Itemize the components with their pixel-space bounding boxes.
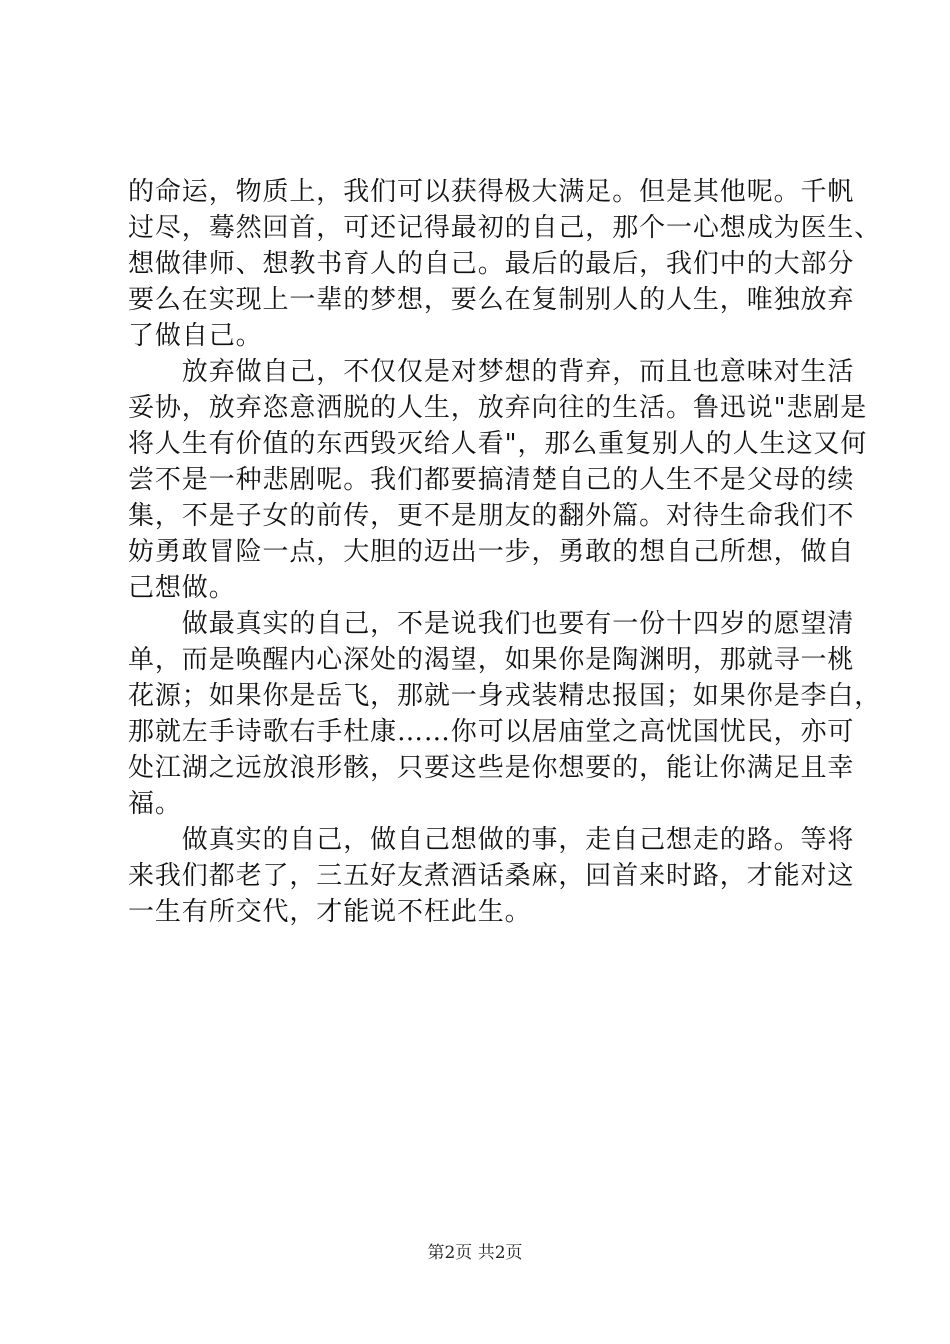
- text-line: 处江湖之远放浪形骸，只要这些是你想要的，能让你满足且幸: [128, 753, 855, 783]
- text-line: 将人生有价值的东西毁灭给人看"，那么重复别人的人生这又何: [128, 429, 868, 459]
- text-line: 己想做。: [128, 573, 236, 603]
- text-line: 妥协，放弃恣意洒脱的人生，放弃向往的生活。鲁迅说"悲剧是: [128, 393, 868, 423]
- text-line: 集，不是子女的前传，更不是朋友的翻外篇。对待生命我们不: [128, 501, 855, 531]
- text-line: 了做自己。: [128, 321, 263, 351]
- text-line: 花源；如果你是岳飞，那就一身戎装精忠报国；如果你是李白，: [128, 681, 882, 711]
- text-line: 放弃做自己，不仅仅是对梦想的背弃，而且也意味对生活: [128, 357, 855, 387]
- page-number: 第2页 共2页: [427, 1243, 523, 1263]
- text-line: 那就左手诗歌右手杜康……你可以居庙堂之高忧国忧民，亦可: [128, 717, 855, 747]
- text-line: 的命运，物质上，我们可以获得极大满足。但是其他呢。千帆: [128, 177, 855, 207]
- text-line: 单，而是唤醒内心深处的渴望，如果你是陶渊明，那就寻一桃: [128, 645, 855, 675]
- text-line: 做最真实的自己，不是说我们也要有一份十四岁的愿望清: [128, 609, 855, 639]
- body-text: [128, 174, 882, 930]
- text-line: 妨勇敢冒险一点，大胆的迈出一步，勇敢的想自己所想，做自: [128, 537, 855, 567]
- text-line: 尝不是一种悲剧呢。我们都要搞清楚自己的人生不是父母的续: [128, 465, 855, 495]
- page-footer: [0, 1241, 950, 1265]
- text-line: 福。: [128, 789, 182, 819]
- text-line: 想做律师、想教书育人的自己。最后的最后，我们中的大部分: [128, 249, 855, 279]
- text-line: 一生有所交代，才能说不枉此生。: [128, 897, 532, 927]
- text-line: 过尽，蓦然回首，可还记得最初的自己，那个一心想成为医生、: [128, 213, 882, 243]
- text-line: 做真实的自己，做自己想做的事，走自己想走的路。等将: [128, 825, 855, 855]
- text-line: 要么在实现上一辈的梦想，要么在复制别人的人生，唯独放弃: [128, 285, 855, 315]
- text-line: 来我们都老了，三五好友煮酒话桑麻，回首来时路，才能对这: [128, 861, 855, 891]
